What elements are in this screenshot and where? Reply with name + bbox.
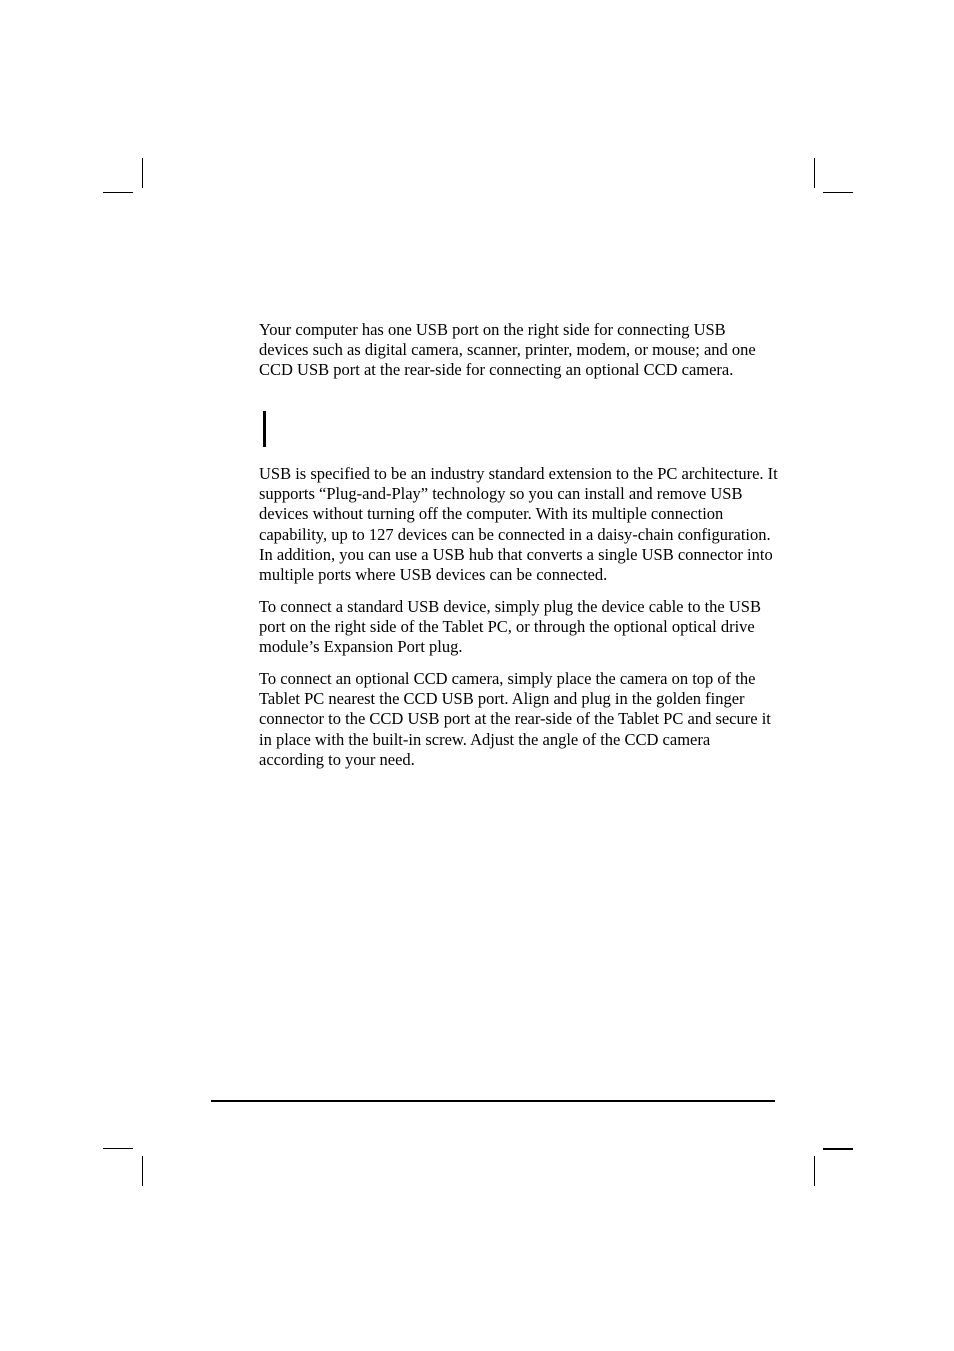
crop-mark-bottom-right-horizontal <box>823 1148 853 1150</box>
section-marker-bar <box>263 411 266 447</box>
usb-standard-paragraph: USB is specified to be an industry standard extension to the PC architecture. It supports “Plug-and-Play” technology so you can install and remove USB devices without turning off the computer. With its multiple connection capability, up to 127 devices can be connected in a daisy-chain configuration. In addition, you can use a USB hub that converts a single USB connector into multiple ports where USB devices can be connected. <box>259 464 778 585</box>
crop-mark-top-left-horizontal <box>103 192 133 193</box>
crop-mark-bottom-left-vertical <box>142 1156 143 1186</box>
crop-mark-bottom-left-horizontal <box>103 1148 133 1149</box>
crop-mark-top-right-horizontal <box>823 192 853 193</box>
connect-usb-device-paragraph: To connect a standard USB device, simply plug the device cable to the USB port on the right side of the Tablet PC, or through the optional optical drive module’s Expansion Port plug. <box>259 596 761 657</box>
crop-mark-bottom-right-vertical <box>814 1156 815 1186</box>
intro-section <box>259 320 779 392</box>
connect-ccd-camera-paragraph: To connect an optional CCD camera, simply place the camera on top of the Tablet PC nearest the CCD USB port. Align and plug in the golden finger connector to the CCD USB port at the rear-side of the Tablet PC and secure it in place with the built-in screw. Adjust the angle of the CCD camera according to your need. <box>259 669 771 769</box>
crop-mark-top-right-vertical <box>814 158 815 188</box>
footer-rule <box>211 1100 775 1102</box>
crop-mark-top-left-vertical <box>142 158 143 188</box>
usb-body-section <box>259 464 779 782</box>
intro-paragraph: Your computer has one USB port on the right side for connecting USB devices such as digital camera, scanner, printer, modem, or mouse; and one CCD USB port at the rear-side for connecting an optional CCD camera. <box>259 320 756 380</box>
